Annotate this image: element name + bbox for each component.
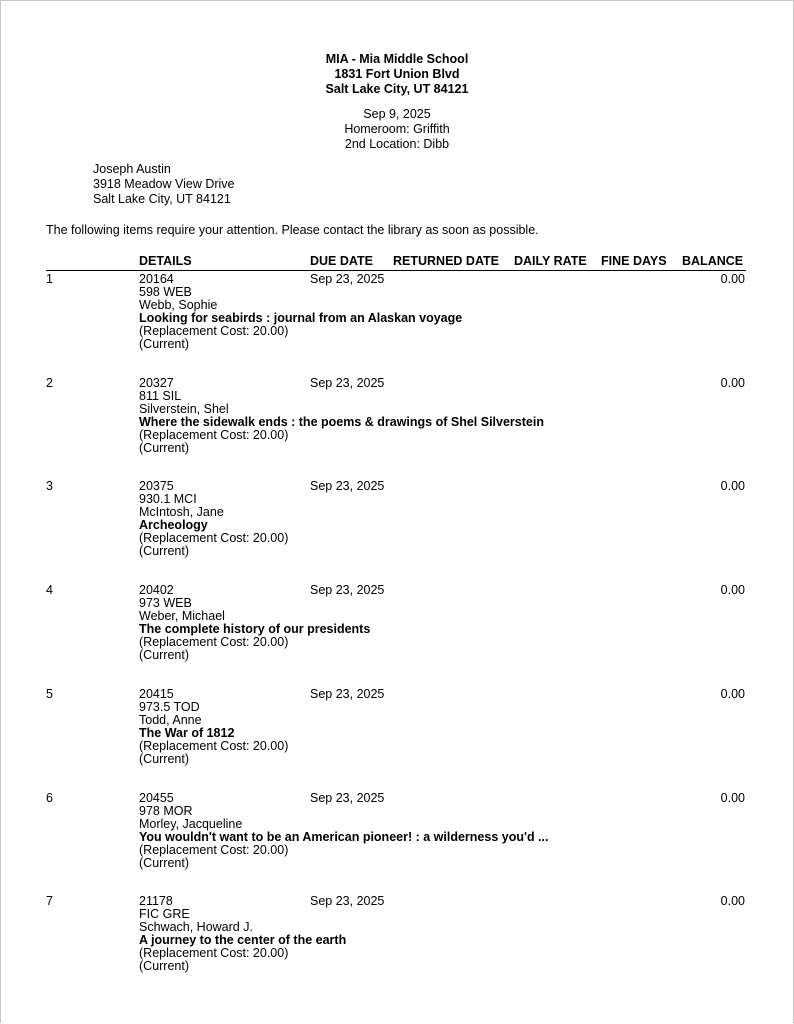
item-barcode: 20375	[139, 479, 174, 493]
col-returned-date: RETURNED DATE	[393, 254, 500, 268]
item-author: Morley, Jacqueline	[139, 817, 243, 831]
item-call-number: 598 WEB	[139, 285, 192, 299]
item-call-number: 973.5 TOD	[139, 700, 200, 714]
item-barcode: 20164	[139, 272, 174, 286]
item-barcode: 20415	[139, 687, 174, 701]
item-details	[139, 480, 288, 558]
item-number: 6	[46, 791, 53, 805]
item-title: The War of 1812	[139, 726, 235, 740]
item-balance: 0.00	[720, 687, 745, 701]
item-number: 3	[46, 479, 53, 493]
item-due-date: Sep 23, 2025	[310, 894, 385, 908]
item-details	[139, 688, 288, 766]
item-status: (Current)	[139, 544, 190, 558]
item-replacement-cost: (Replacement Cost: 20.00)	[139, 531, 289, 545]
item-call-number: 930.1 MCI	[139, 492, 197, 506]
item-status: (Current)	[139, 959, 190, 973]
item-number: 5	[46, 687, 53, 701]
recipient-address	[93, 162, 235, 207]
item-barcode: 20455	[139, 791, 174, 805]
school-street: 1831 Fort Union Blvd	[334, 67, 460, 81]
item-replacement-cost: (Replacement Cost: 20.00)	[139, 843, 289, 857]
item-title: Where the sidewalk ends : the poems & drawings of Shel Silverstein	[139, 415, 544, 429]
recipient-street: 3918 Meadow View Drive	[93, 177, 235, 191]
school-header	[0, 52, 794, 152]
school-name: MIA - Mia Middle School	[325, 52, 469, 66]
item-due-date: Sep 23, 2025	[310, 687, 385, 701]
item-call-number: 978 MOR	[139, 804, 193, 818]
item-call-number: 973 WEB	[139, 596, 192, 610]
notice-date: Sep 9, 2025	[363, 107, 431, 121]
item-replacement-cost: (Replacement Cost: 20.00)	[139, 739, 289, 753]
item-status: (Current)	[139, 337, 190, 351]
item-balance: 0.00	[720, 479, 745, 493]
item-status: (Current)	[139, 648, 190, 662]
item-due-date: Sep 23, 2025	[310, 376, 385, 390]
item-author: Weber, Michael	[139, 609, 225, 623]
item-replacement-cost: (Replacement Cost: 20.00)	[139, 428, 289, 442]
recipient-name: Joseph Austin	[93, 162, 171, 176]
item-title: You wouldn't want to be an American pioneer! : a wilderness you'd ...	[139, 830, 549, 844]
column-header-row	[46, 254, 746, 271]
col-details: DETAILS	[139, 254, 192, 268]
item-balance: 0.00	[720, 894, 745, 908]
item-author: Schwach, Howard J.	[139, 920, 253, 934]
second-location: 2nd Location: Dibb	[344, 137, 450, 151]
item-barcode: 20327	[139, 376, 174, 390]
item-balance: 0.00	[720, 791, 745, 805]
recipient-city: Salt Lake City, UT 84121	[93, 192, 231, 206]
col-due-date: DUE DATE	[310, 254, 373, 268]
item-replacement-cost: (Replacement Cost: 20.00)	[139, 946, 289, 960]
item-barcode: 21178	[139, 894, 173, 908]
item-balance: 0.00	[720, 272, 745, 286]
item-title: Looking for seabirds : journal from an Alaskan voyage	[139, 311, 463, 325]
item-title: A journey to the center of the earth	[139, 933, 347, 947]
item-call-number: 811 SIL	[139, 389, 182, 403]
item-replacement-cost: (Replacement Cost: 20.00)	[139, 324, 289, 338]
item-author: Silverstein, Shel	[139, 402, 229, 416]
item-status: (Current)	[139, 856, 190, 870]
item-due-date: Sep 23, 2025	[310, 583, 385, 597]
item-status: (Current)	[139, 441, 190, 455]
item-number: 4	[46, 583, 53, 597]
item-due-date: Sep 23, 2025	[310, 479, 385, 493]
item-details	[139, 273, 462, 351]
item-author: McIntosh, Jane	[139, 505, 224, 519]
item-status: (Current)	[139, 752, 190, 766]
notice-message: The following items require your attention. Please contact the library as soon as possible.	[46, 223, 539, 237]
item-due-date: Sep 23, 2025	[310, 791, 385, 805]
item-balance: 0.00	[720, 376, 745, 390]
col-balance: BALANCE	[682, 254, 744, 268]
item-author: Webb, Sophie	[139, 298, 218, 312]
item-title: Archeology	[139, 518, 208, 532]
item-barcode: 20402	[139, 583, 174, 597]
item-number: 7	[46, 894, 53, 908]
item-balance: 0.00	[720, 583, 745, 597]
item-call-number: FIC GRE	[139, 907, 190, 921]
school-city: Salt Lake City, UT 84121	[325, 82, 469, 96]
homeroom: Homeroom: Griffith	[344, 122, 450, 136]
item-title: The complete history of our presidents	[139, 622, 371, 636]
col-daily-rate: DAILY RATE	[514, 254, 587, 268]
item-replacement-cost: (Replacement Cost: 20.00)	[139, 635, 289, 649]
item-due-date: Sep 23, 2025	[310, 272, 385, 286]
item-author: Todd, Anne	[139, 713, 202, 727]
item-number: 2	[46, 376, 53, 390]
item-number: 1	[46, 272, 53, 286]
col-fine-days: FINE DAYS	[601, 254, 667, 268]
